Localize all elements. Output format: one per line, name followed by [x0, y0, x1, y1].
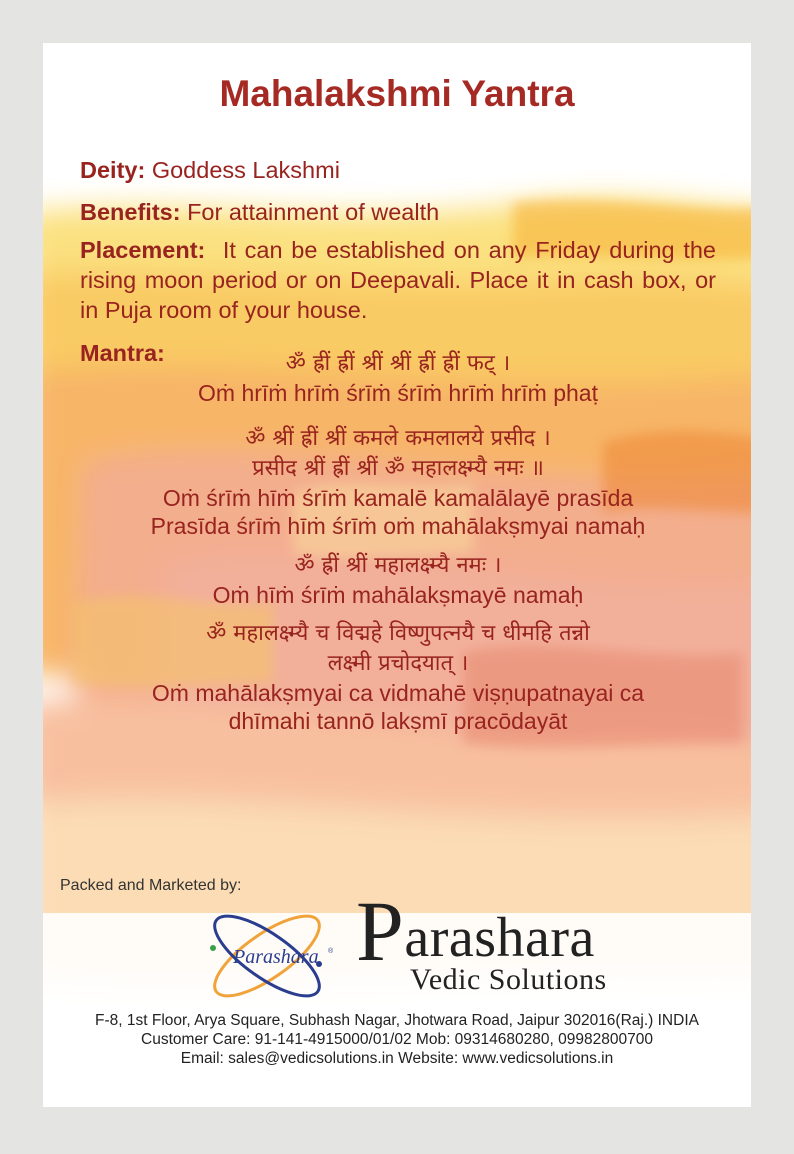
contact-info: Email: sales@vedicsolutions.in Website: www.vedicsolutions.in — [180, 1050, 614, 1067]
brand-initial: P — [356, 883, 405, 979]
brand-rest: arashara — [404, 907, 595, 969]
mantra-devanagari-line: ॐ ह्रीं ह्रीं श्रीं श्रीं ह्रीं ह्रीं फट् । — [285, 351, 511, 376]
benefits-line — [80, 199, 716, 226]
mantra-transliteration-line: Prasīda śrīṁ hīṁ śrīṁ oṁ mahālakṣmyai namaḥ — [150, 513, 646, 539]
mantra-transliteration-line: dhīmahi tannō lakṣmī pracōdayāt — [228, 708, 568, 734]
deity-label: Deity: — [80, 157, 146, 183]
packed-by-label: Packed and Marketed by: — [60, 877, 242, 894]
mantra-4 — [80, 619, 716, 735]
mantra-1 — [80, 349, 716, 407]
address: F-8, 1st Floor, Arya Square, Subhash Nagar, Jhotwara Road, Jaipur 302016(Raj.) INDIA — [95, 1012, 699, 1029]
deity-line — [80, 157, 716, 184]
mantra-devanagari-line: ॐ महालक्ष्म्यै च विद्महे विष्णुपत्नयै च धीमहि तन्नो — [206, 621, 590, 646]
customer-care: Customer Care: 91-141-4915000/01/02 Mob: 09314680280, 09982800700 — [141, 1031, 653, 1048]
brand-name — [356, 883, 595, 979]
benefits-value: For attainment of wealth — [187, 199, 440, 225]
benefits-label: Benefits: — [80, 199, 181, 225]
mantra-devanagari-line: ॐ ह्रीं श्रीं महालक्ष्म्यै नमः । — [294, 553, 502, 578]
mantra-transliteration-line: Oṁ śrīṁ hīṁ śrīṁ kamalē kamalālayē prasīda — [162, 485, 634, 511]
brand-subtitle: Vedic Solutions — [410, 963, 607, 996]
yantra-card — [43, 43, 751, 1107]
mantra-2 — [80, 424, 716, 540]
mantra-transliteration-line: Oṁ hīṁ śrīṁ mahālakṣmayē namaḥ — [212, 582, 584, 608]
parashara-logo — [201, 908, 339, 1008]
registered-mark: ® — [328, 948, 334, 955]
placement-value: It can be established on any Friday during the rising moon period or on Deepavali. Place it in cash box, or in Puja room of your house. — [80, 237, 716, 323]
logo-text: Parashara — [233, 946, 319, 968]
mantra-label: Mantra: — [80, 340, 165, 366]
deity-value: Goddess Lakshmi — [151, 157, 340, 183]
placement-paragraph — [80, 235, 716, 325]
mantra-devanagari-line: लक्ष्मी प्रचोदयात् । — [327, 651, 469, 676]
mantra-devanagari-line: ॐ श्रीं ह्रीं श्रीं कमले कमलालये प्रसीद । — [245, 426, 551, 451]
mantra-3 — [80, 551, 716, 609]
page-title: Mahalakshmi Yantra — [219, 73, 575, 114]
mantra-transliteration-line: Oṁ hrīṁ hrīṁ śrīṁ śrīṁ hrīṁ hrīṁ phaṭ — [198, 380, 598, 406]
mantra-devanagari-line: प्रसीद श्रीं ह्रीं श्रीं ॐ महालक्ष्म्यै नमः ॥ — [252, 456, 544, 481]
placement-label: Placement: — [80, 237, 206, 263]
mantra-transliteration-line: Oṁ mahālakṣmyai ca vidmahē viṣṇupatnayai ca — [151, 680, 645, 706]
